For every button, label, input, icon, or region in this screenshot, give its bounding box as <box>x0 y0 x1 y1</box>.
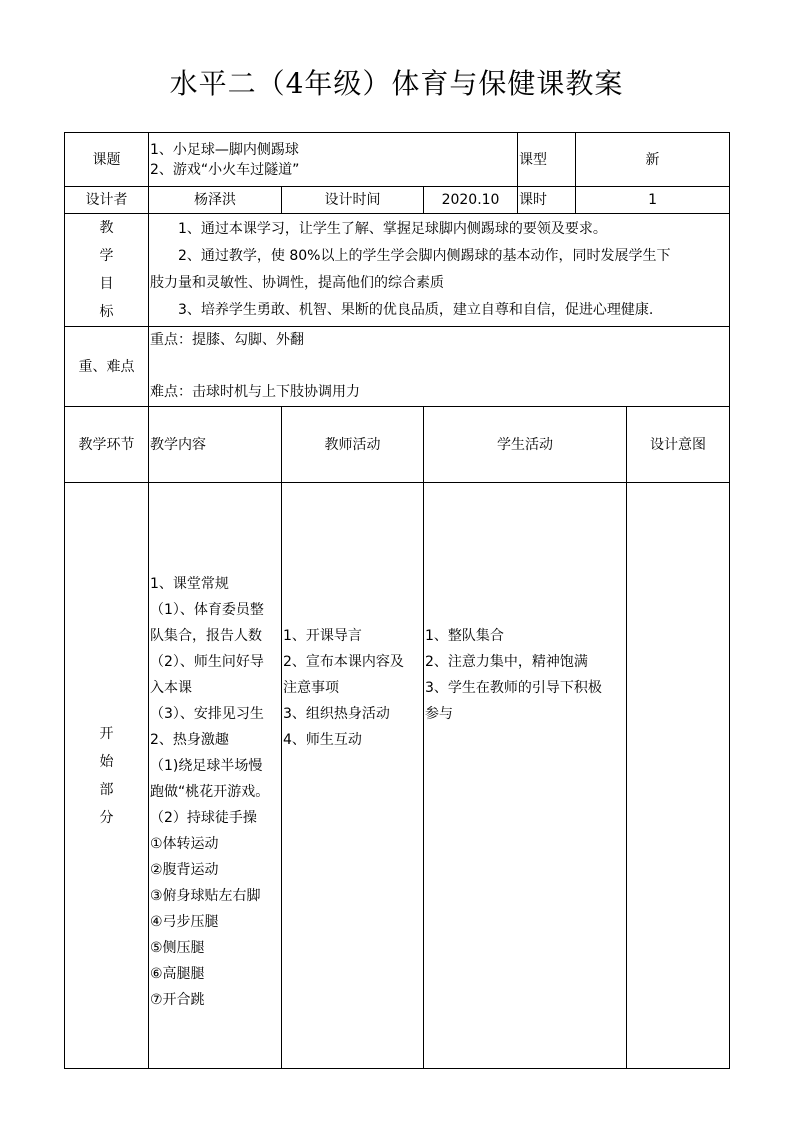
student-line: 1、整队集合 <box>425 628 504 644</box>
topic-line: 2、游戏“小火车过隧道” <box>150 161 300 178</box>
student-line: 参与 <box>425 706 453 722</box>
objective-line: 2、通过教学，使 80%以上的学生学会脚内侧踢球的基本动作，同时发展学生下 <box>178 248 671 264</box>
content-line: 1、课堂常规 <box>150 576 229 592</box>
start-section-label: 开 始 部 分 <box>65 483 149 1069</box>
type-value: 新 <box>576 133 730 187</box>
content-line: ⑥高腿腿 <box>150 966 205 982</box>
col-header-intent: 设计意图 <box>627 407 730 483</box>
objective-line: 3、培养学生勇敢、机智、果断的优良品质，建立自尊和自信，促进心理健康. <box>178 302 654 318</box>
teacher-line: 2、宣布本课内容及 <box>283 654 404 670</box>
col-header-teacher: 教师活动 <box>282 407 424 483</box>
content-line: ④弓步压腿 <box>150 914 219 930</box>
teacher-line: 1、开课导言 <box>283 628 362 644</box>
content-line: ⑤侧压腿 <box>150 940 205 956</box>
content-line: （1)绕足球半场慢 <box>150 758 263 774</box>
key-point: 重点：提膝、勾脚、外翻 <box>150 332 304 348</box>
topic-line: 1、小足球—脚内侧踢球 <box>150 141 299 158</box>
col-header-content: 教学内容 <box>149 407 282 483</box>
content-line: 入本课 <box>150 680 192 696</box>
col-header-student: 学生活动 <box>424 407 627 483</box>
page-title: 水平二（4年级）体育与保健课教案 <box>169 67 624 100</box>
objective-line: 肢力量和灵敏性、协调性，提高他们的综合素质 <box>150 275 444 291</box>
content-line: ②腹背运动 <box>150 862 219 878</box>
teacher-line: 3、组织热身活动 <box>283 706 390 722</box>
teacher-line: 4、师生互动 <box>283 732 362 748</box>
content-line: 跑做“桃花开游戏。 <box>150 784 270 800</box>
start-content-cell <box>149 483 282 1069</box>
lesson-plan-table <box>64 132 730 1069</box>
content-line: （2）、师生问好导 <box>150 654 264 670</box>
start-teacher-cell <box>282 483 424 1069</box>
content-line: ③俯身球贴左右脚 <box>150 888 261 904</box>
content-line: ⑦开合跳 <box>150 992 205 1008</box>
student-line: 2、注意力集中，精神饱满 <box>425 654 588 670</box>
content-line: 队集合，报告人数 <box>150 628 262 644</box>
keypoints-label: 重、难点 <box>65 327 149 407</box>
objectives-label: 教 学 目 标 <box>65 214 149 327</box>
design-time-label: 设计时间 <box>282 187 424 214</box>
topic-label: 课题 <box>65 133 149 187</box>
content-line: ①体转运动 <box>150 836 219 852</box>
objective-line: 1、通过本课学习，让学生了解、掌握足球脚内侧踢球的要领及要求。 <box>178 221 607 237</box>
content-line: （2）持球徒手操 <box>150 810 257 826</box>
teacher-line: 注意事项 <box>283 680 339 696</box>
start-intent-cell <box>627 483 730 1069</box>
student-line: 3、学生在教师的引导下积极 <box>425 680 602 696</box>
content-line: （1）、体育委员整 <box>150 602 264 618</box>
col-header-stage: 教学环节 <box>65 407 149 483</box>
designer-value: 杨泽洪 <box>149 187 282 214</box>
difficult-point: 难点：击球时机与上下肢协调用力 <box>150 384 360 400</box>
start-student-cell <box>424 483 627 1069</box>
objectives-text <box>149 214 730 327</box>
designer-label: 设计者 <box>65 187 149 214</box>
type-label: 课型 <box>518 133 576 187</box>
content-line: 2、热身激趣 <box>150 732 229 748</box>
keypoints-text <box>149 327 730 407</box>
topic-value <box>149 133 518 187</box>
design-time-value: 2020.10 <box>424 187 518 214</box>
hours-label: 课时 <box>518 187 576 214</box>
hours-value: 1 <box>576 187 730 214</box>
content-line: （3）、安排见习生 <box>150 706 264 722</box>
